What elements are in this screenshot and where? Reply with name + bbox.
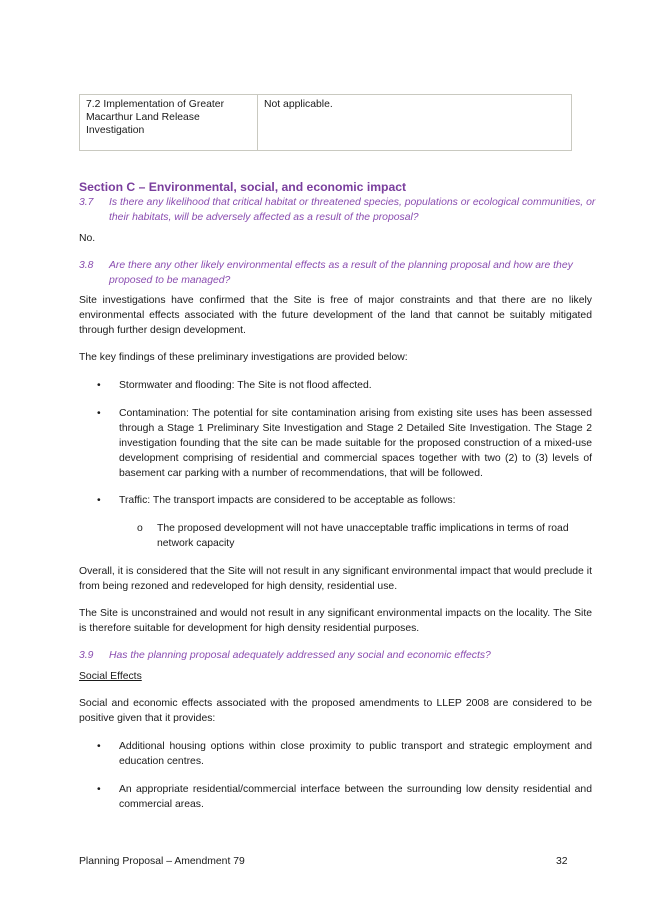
paragraph-unconstrained: The Site is unconstrained and would not result in any significant environmental impacts on the locality. The Site is therefore suitable for development for high density residential purposes. <box>79 608 592 634</box>
bullet-item <box>97 493 592 508</box>
paragraph-overall: Overall, it is considered that the Site will not result in any significant environmental impact that would preclude it from being rezoned and redeveloped for high density, residential use. <box>79 566 592 592</box>
paragraph-site-investigations: Site investigations have confirmed that the Site is free of major constraints and that there are no likely environmental effects associated with the future development of the land that cannot be suitably mitigated through further design development. <box>79 295 592 336</box>
question-number: 3.8 <box>79 260 94 271</box>
bullet-icon: • <box>97 408 101 419</box>
question-text: Has the planning proposal adequately addressed any social and economic effects? <box>109 650 491 661</box>
question-3-7 <box>79 195 599 225</box>
bullet-item <box>97 739 592 769</box>
bullet-icon: • <box>97 495 101 506</box>
paragraph-social-economic: Social and economic effects associated with the proposed amendments to LLEP 2008 are considered to be positive given that it provides: <box>79 698 592 724</box>
answer-3-7: No. <box>79 233 96 244</box>
bullet-item <box>97 378 592 393</box>
table-cell-item: 7.2 Implementation of Greater Macarthur Land Release Investigation <box>80 95 258 150</box>
bullet-text: Stormwater and flooding: The Site is not flood affected. <box>119 380 372 391</box>
bullet-text: Traffic: The transport impacts are considered to be acceptable as follows: <box>119 495 456 506</box>
bullet-icon: • <box>97 380 101 391</box>
sub-bullet-item <box>137 521 592 551</box>
question-3-8 <box>79 258 599 288</box>
bullet-icon: • <box>97 741 101 752</box>
page-number: 32 <box>556 856 568 867</box>
section-heading: Section C – Environmental, social, and economic impact <box>79 180 407 194</box>
social-effects-heading: Social Effects <box>79 671 142 682</box>
question-3-9 <box>79 648 599 663</box>
bullet-icon: • <box>97 784 101 795</box>
bullet-item <box>97 782 592 812</box>
bullet-text: Additional housing options within close proximity to public transport and strategic employment and education centres. <box>119 741 592 767</box>
bullet-text: An appropriate residential/commercial interface between the surrounding low density residential and commercial areas. <box>119 784 592 810</box>
info-table <box>79 94 572 151</box>
question-text: Is there any likelihood that critical habitat or threatened species, populations or ecological communities, or their habitats, will be adversely affected as a result of the proposal? <box>109 197 596 223</box>
bullet-text: Contamination: The potential for site contamination arising from existing site uses has been assessed through a Stage 1 Preliminary Site Investigation and Stage 2 Detailed Site Investigation. The Stage 2 investigation founding that the site can be made suitable for the proposed construction of a mixed-use development comprising of residential and commercial spaces together with two (2) to (3) levels of basement car parking with a number of recommendations, that will be followed. <box>119 408 592 479</box>
bullet-item <box>97 406 592 481</box>
question-number: 3.9 <box>79 650 94 661</box>
sub-bullet-icon: o <box>137 523 143 534</box>
question-text: Are there any other likely environmental effects as a result of the planning proposal and how are they proposed to be managed? <box>109 260 573 286</box>
question-number: 3.7 <box>79 197 94 208</box>
paragraph-key-findings: The key findings of these preliminary investigations are provided below: <box>79 352 408 363</box>
sub-bullet-text: The proposed development will not have unacceptable traffic implications in terms of road network capacity <box>157 523 569 549</box>
footer-title: Planning Proposal – Amendment 79 <box>79 856 245 867</box>
table-cell-value: Not applicable. <box>264 99 333 110</box>
